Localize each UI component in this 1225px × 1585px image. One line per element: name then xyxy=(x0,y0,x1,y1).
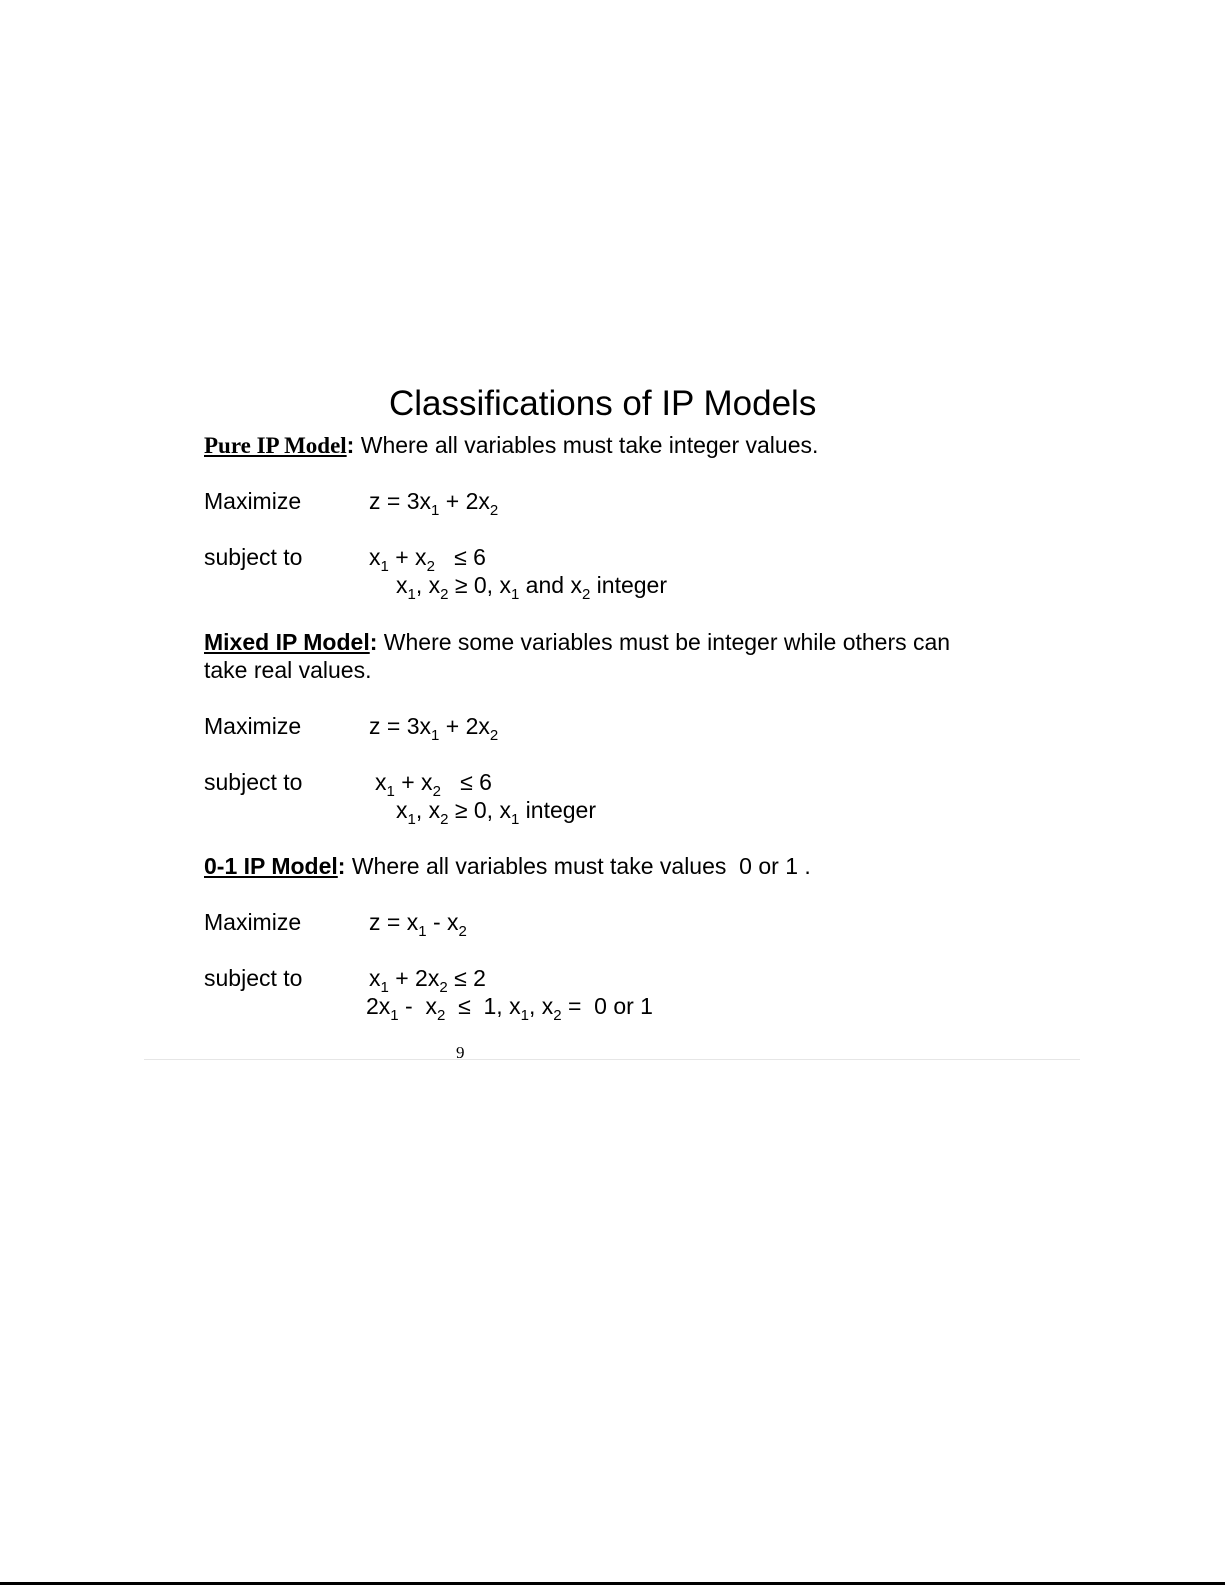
pure-maximize-label: Maximize xyxy=(204,488,302,514)
binary-objective: $z = x_1 - x_2$ xyxy=(369,909,467,940)
binary-constraint-2: $2x_1 - x_2 \le 1$, $x_1$, $x_2 = 0$ or 1 xyxy=(366,993,653,1024)
pure-objective: $z = 3x_1 + 2x_2$ xyxy=(369,488,499,519)
mixed-constraint-2: $x_1$, $x_2 \ge 0$, $x_1$ integer xyxy=(396,797,597,828)
pure-ip-description: Where all variables must take integer values. xyxy=(354,432,819,458)
mixed-ip-label: Mixed IP Model xyxy=(204,629,370,655)
mixed-objective: $z = 3x_1 + 2x_2$ xyxy=(369,713,499,744)
mixed-constraint-1: $x_1 + x_2 \le 6$ xyxy=(375,769,492,800)
mixed-subject-to-label: subject to xyxy=(204,769,303,795)
mixed-ip-heading xyxy=(204,631,950,654)
pure-constraint-1: $x_1 + x_2 \le 6$ xyxy=(369,544,486,575)
pure-constraint-2: $x_1$, $x_2 \ge 0$, $x_1$ and $x_2$ integer xyxy=(396,572,668,603)
mixed-maximize-label: Maximize xyxy=(204,713,302,739)
page-divider xyxy=(144,1059,1080,1060)
pure-subject-to-label: subject to xyxy=(204,544,303,570)
binary-ip-description: Where all variables must take values 0 or 1 . xyxy=(345,853,811,879)
binary-ip-colon: : xyxy=(337,853,346,879)
pure-ip-colon: : xyxy=(346,432,355,458)
binary-subject-to-label: subject to xyxy=(204,965,303,991)
binary-constraint-1: $x_1 + 2x_2 \le 2$ xyxy=(369,965,486,996)
pure-ip-label: Pure IP Model xyxy=(204,433,347,458)
page-title: Classifications of IP Models xyxy=(389,384,817,423)
binary-maximize-label: Maximize xyxy=(204,909,302,935)
mixed-ip-description-cont: take real values. xyxy=(204,657,372,683)
mixed-ip-colon: : xyxy=(369,629,378,655)
binary-ip-label: 0-1 IP Model xyxy=(204,853,338,879)
pure-ip-heading xyxy=(204,434,818,457)
page-number: 9 xyxy=(456,1043,465,1062)
mixed-ip-description: Where some variables must be integer while others can xyxy=(377,629,951,655)
binary-ip-heading xyxy=(204,855,811,878)
